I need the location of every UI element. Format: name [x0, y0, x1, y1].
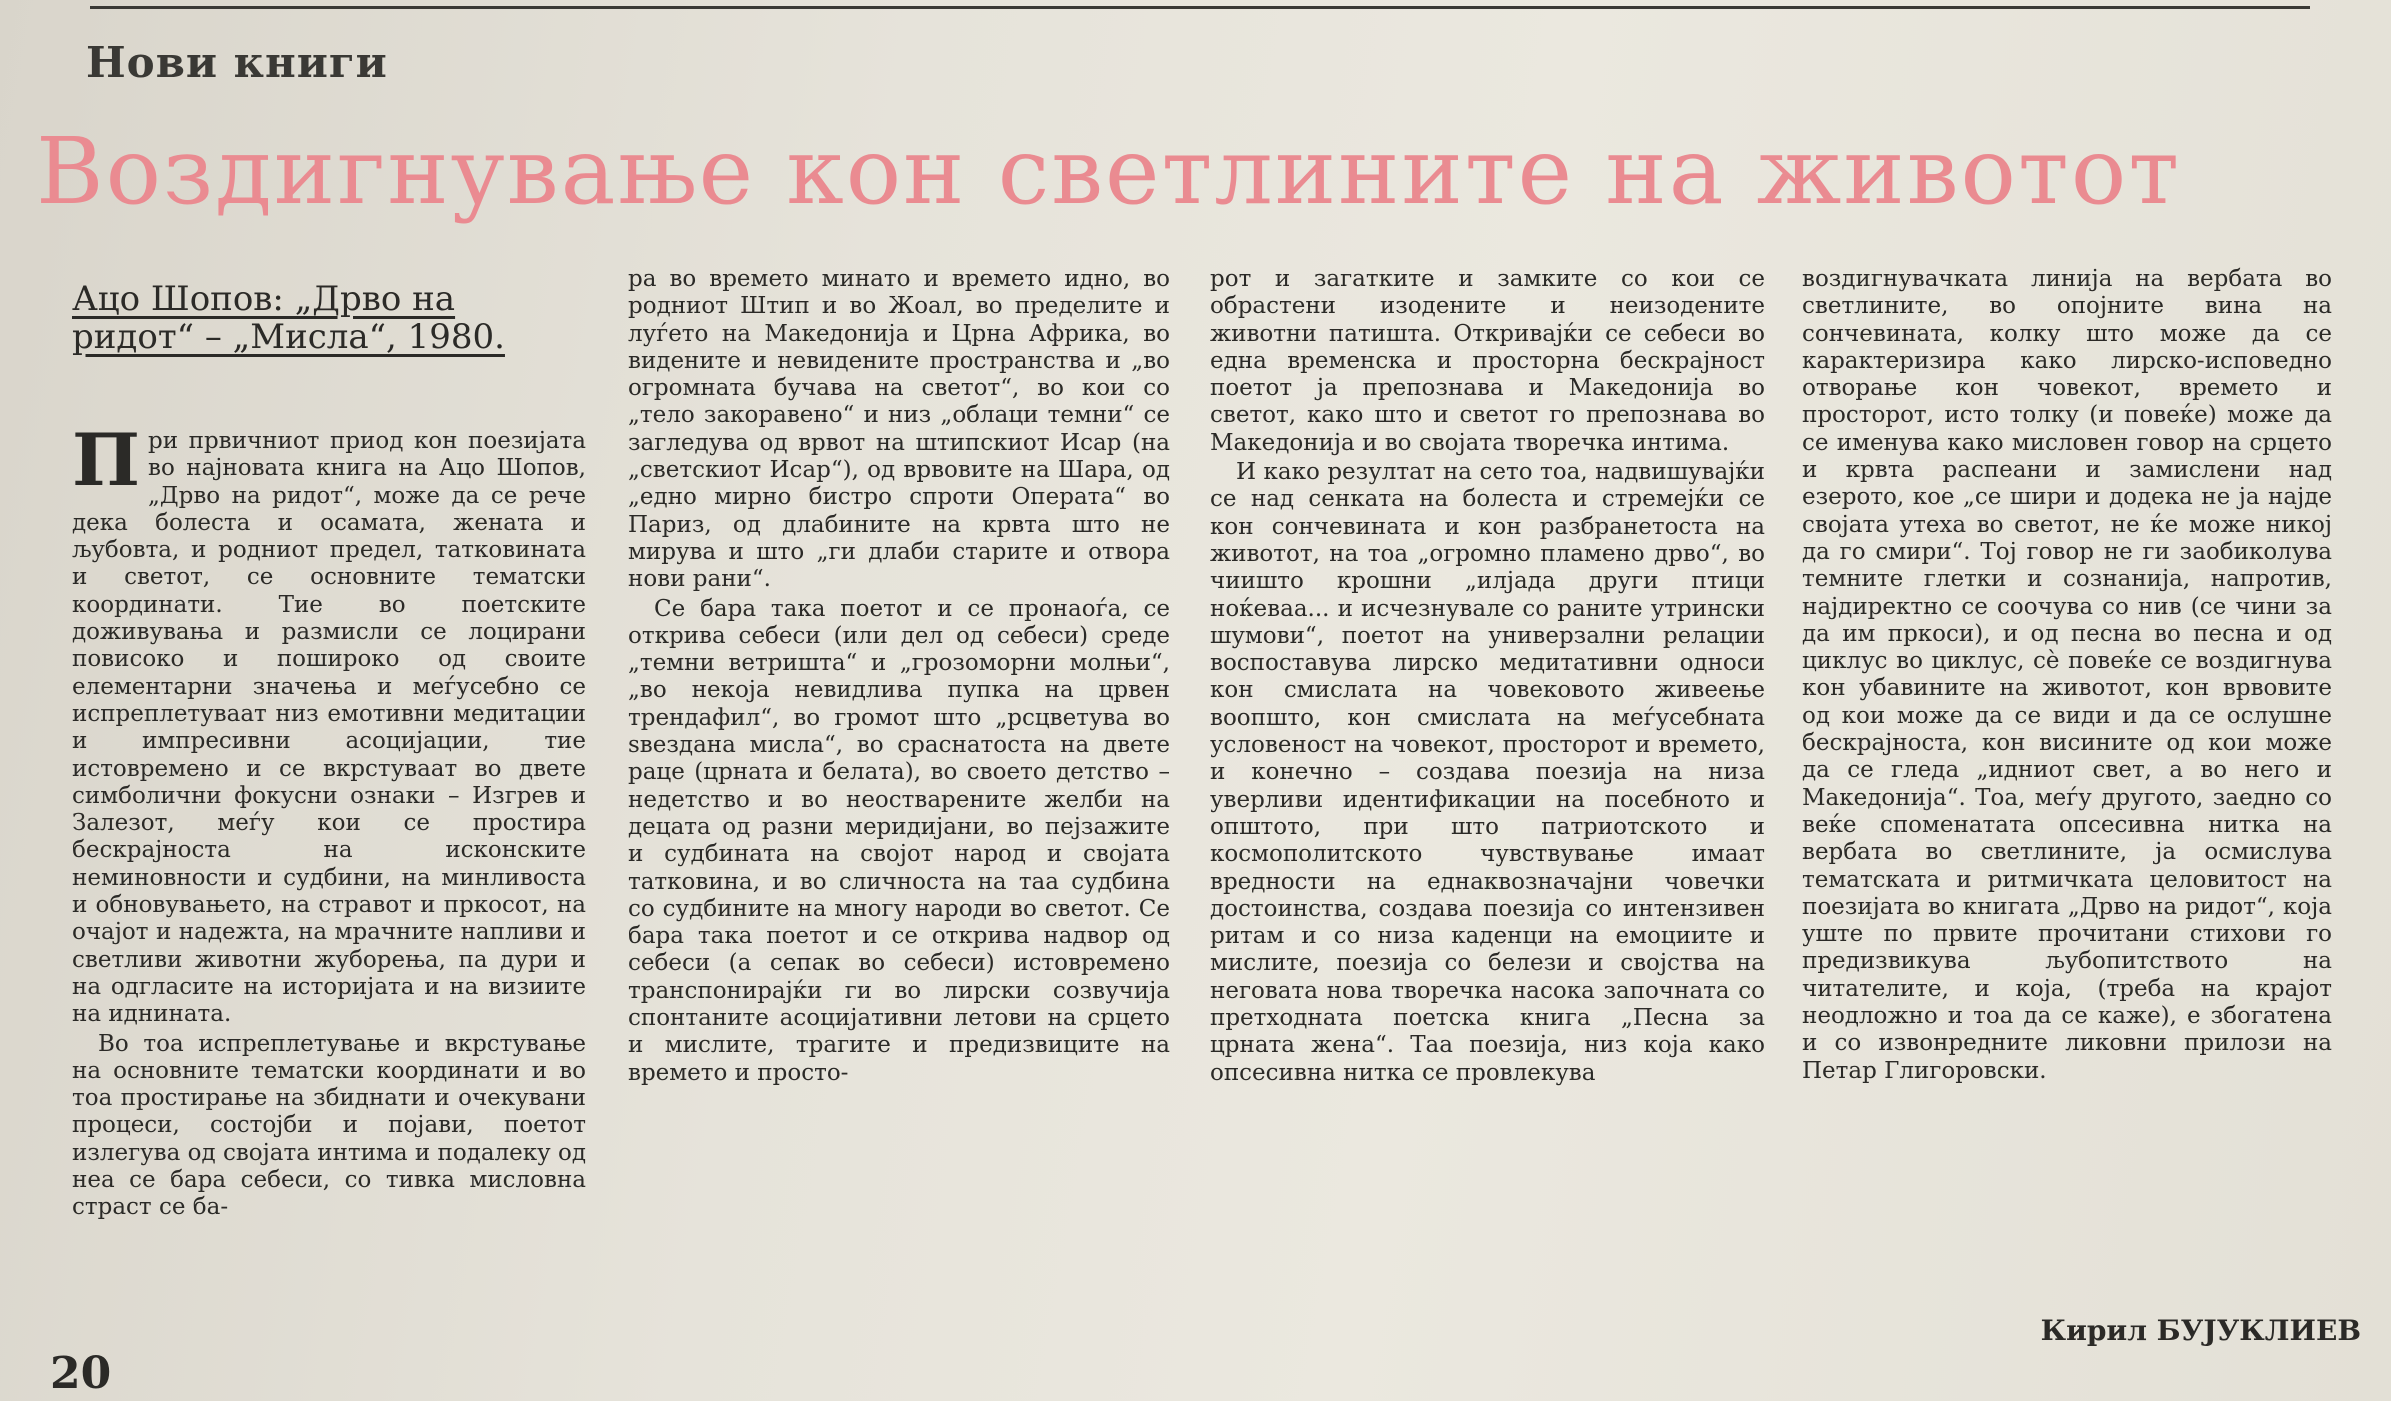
section-label: Нови книги: [86, 38, 388, 87]
top-rule: [90, 6, 2310, 9]
book-reference: Ацо Шопов: „Дрво на ридот“ – „Мисла“, 1980.: [72, 279, 505, 357]
paragraph-5: рот и загатките и замките со кои се обрастени изодените и неизодените животни патишта. Откривајќи се себеси во една временска и просторна бескрајност поетот ја препознава и Македонија во светот, како што и светот го препознава во Македонија и во својата творечка интима.: [1210, 266, 1765, 456]
paragraph-3: ра во времето минато и времето идно, во родниот Штип и во Жоал, во пределите и луѓето на Македонија и Црна Африка, во видените и невидените пространства и „во огромната бучава на светот“, во кои со „тело закоравено“ и низ „облаци темни“ се загледува од врвот на штипскиот Исар (на „светскиот Исар“), од врвовите на Шара, од „едно мирно бистро спроти Операта“ во Париз, од длабините на крвта што не мирува и што „ги длаби старите и отвора нови рани“.: [628, 266, 1170, 593]
paragraph-1: [72, 417, 586, 1029]
paragraph-2: Во тоа испреплетување и вкрстување на основните тематски координати и во тоа простирање на збиднати и очекувани процеси, состојби и појави, поетот излегува од својата интима и подалеку од неа се бара себеси, со тивка мисловна страст се ба-: [72, 1030, 587, 1221]
author-signature: Кирил БУЈУКЛИЕВ: [2040, 1314, 2361, 1347]
drop-cap: П: [72, 417, 140, 502]
paragraph-1-text: ри првичниот приод кон поезијата во најновата книга на Ацо Шопов, „Дрво на ридот“, може да се рече дека болеста и осамата, жената и љубовта, и родниот предел, татковината и светот, се основните тематски координати. Тие во поетските доживувања и размисли се лоцирани повисоко и пошироко од своите елементарни значења и меѓусебно се испреплетуваат низ емотивни медитации и импресивни асоцијации, тие истовремено и се вкрстуваат во двете симболични фокусни ознаки – Изгрев и Залезот, меѓу кои се простира бескрајноста на исконските неминовности и судбини, на минливоста и обновувањето, на стравот и пркосот, на очајот и надежта, на мрачните напливи и светливи животни жуборења, па дури и на одгласите на историјата и на визиите на иднината.: [72, 428, 586, 1028]
paragraph-4: Се бара така поетот и се пронаоѓа, се открива себеси (или дел од себеси) среде „темни ветришта“ и „грозоморни молњи“, „во некоја невидлива пупка на црвен трендафил“, во громот што „рсцветува во ѕвездана мисла“, во сраснатоста на двете раце (црната и белата), во своето детство – недетство и во неостварените желби на децата од разни меридијани, во пејзажите и судбината на својот народ и својата татковина, и во сличноста на таа судбина со судбините на многу народи во светот. Се бара така поетот и се открива надвор од себеси (а сепак во себеси) истовремено транспонирајќи ги во лирски созвучија спонтаните асоцијативни летови на срцето и мислите, трагите и предизвиците на времето и просто-: [628, 595, 1170, 1086]
article-column-4: [1802, 266, 2332, 1085]
article-column-3: [1210, 266, 1765, 1087]
paragraph-7: воздигнувачката линија на вербата во светлините, во опојните вина на сончевината, колку што може да се карактеризира како лирско-исповедно отворање кон човекот, времето и просторот, исто толку (и повеќе) може да се именува како мисловен говор на срцето и крвта распеани и замислени над езерото, кое „се шири и додека не ја најде својата утеха во светот, не ќе може никој да го смири“. Тој говор не ги заобиколува темните глетки и сознанија, напротив, најдиректно се соочува со нив (се чини за да им пркоси), и од песна во песна и од циклус во циклус, сè повеќе се воздигнува кон убавините на животот, кон врвовите од кои може да се види и да се ослушне бескрајноста, кон висините од кои може да се гледа „идниот свет, а во него и Македонија“. Тоа, меѓу другото, заедно со веќе споменатата опсесивна нитка на вербата во светлините, ја осмислува тематската и ритмичката целовитост на поезијата во книгата „Дрво на ридот“, која уште по првите прочитани стихови го предизвикува љубопитството на читателите, и која, (треба на крајот неодложно и тоа да се каже), е збогатена и со извонредните ликовни прилози на Петар Глигоровски.: [1802, 266, 2332, 1084]
paragraph-6: И како резултат на сето тоа, надвишувајќи се над сенката на болеста и стремејќи се кон сончевината и кон разбранетоста на животот, на тоа „огромно пламено дрво“, во чиишто крошни „илјада други птици ноќеваа... и исчезнувале со раните утрински шумови“, поетот на универзални релации воспоставува лирско медитативни односи кон смислата на човековото живеење воопшто, кон смислата на меѓусебната условеност на човекот, просторот и времето, и конечно – создава поезија на низа уверливи идентификации на посебното и општото, при што патриотското и космополитското чувствување имаат вредности на еднаквозначајни човечки достоинства, создава поезија со интензивен ритам и со низа каденци на емоциите и мислите, поезија со белези и својства на неговата нова творечка насока започната со претходната поетска книга „Песна за црната жена“. Таа поезија, низ која како опсесивна нитка се провлекува: [1210, 459, 1765, 1086]
page-number: 20: [50, 1348, 112, 1399]
article-headline: Воздигнување кон светлините на животот: [36, 118, 2182, 225]
article-column-2: [628, 266, 1170, 1087]
article-column-1: [72, 280, 586, 1222]
